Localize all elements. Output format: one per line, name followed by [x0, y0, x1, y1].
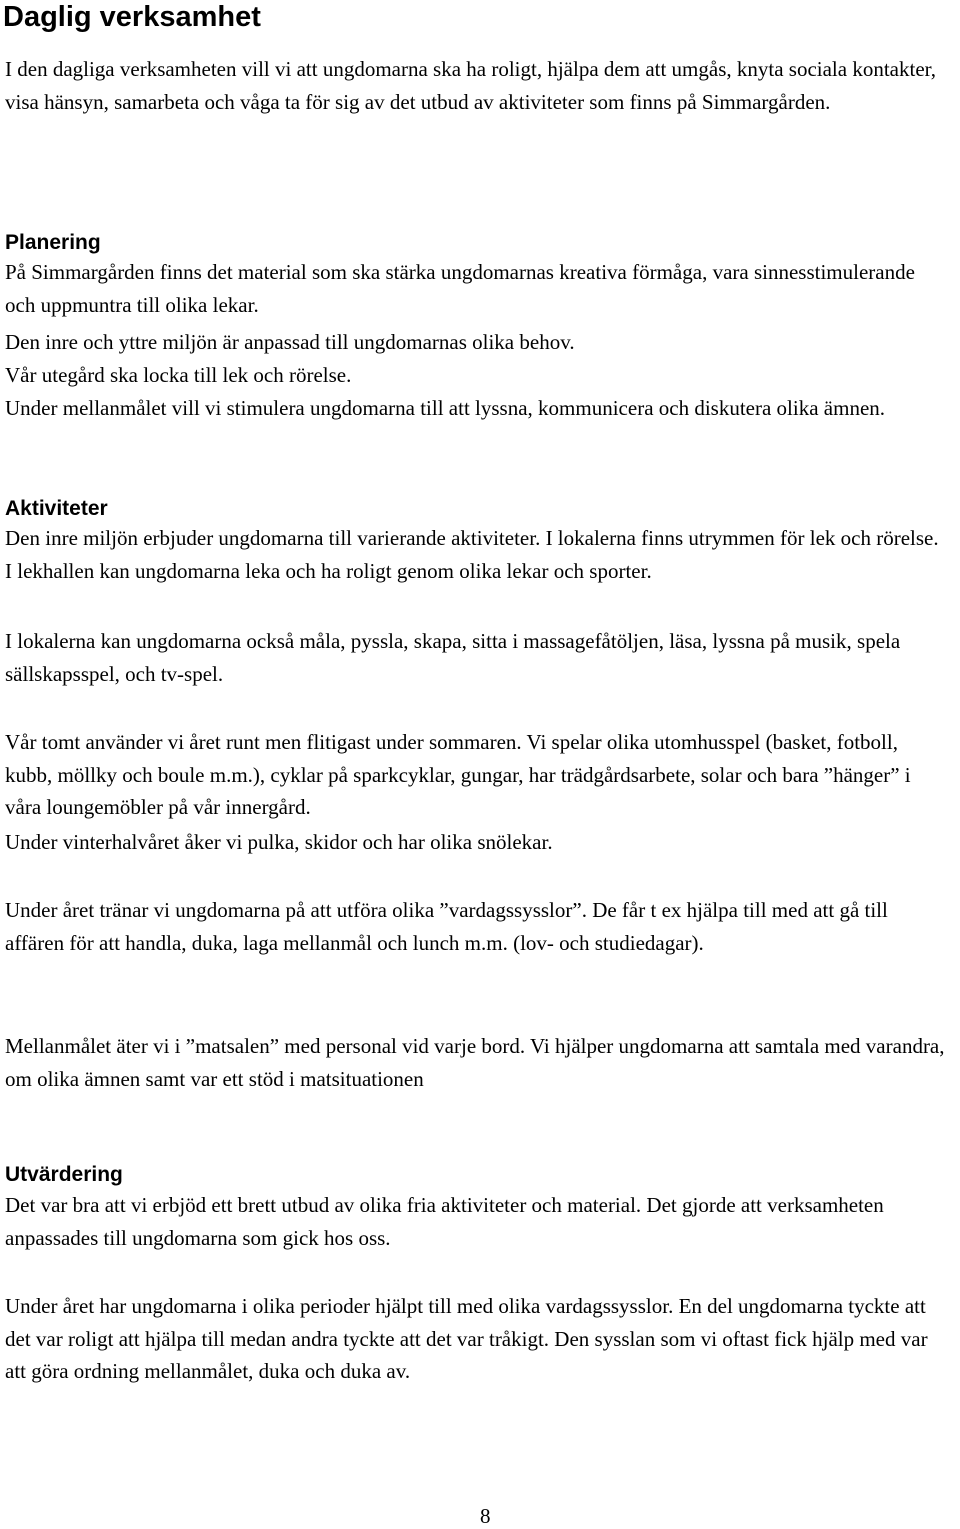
utvardering-paragraph-2: Under året har ungdomarna i olika perioder hjälpt till med olika vardagssysslor. En del ungdomarna tyckte att det var roligt att hjälpa till medan andra tyckte att det var tråkigt. Den sysslan som vi oftast fick hjälp med var att göra ordning mellanmålet, duka och duka av. — [5, 1294, 928, 1384]
planering-paragraph-1: På Simmargården finns det material som ska stärka ungdomarnas kreativa förmåga, vara sinnesstimulerande och uppmuntra till olika lekar. — [5, 260, 915, 317]
heading-aktiviteter: Aktiviteter — [5, 497, 108, 520]
intro-paragraph: I den dagliga verksamheten vill vi att ungdomarna ska ha roligt, hjälpa dem att umgås, knyta sociala kontakter, visa hänsyn, samarbeta och våga ta för sig av det utbud av aktiviteter som finns på Simmargården. — [5, 57, 937, 114]
page-number: 8 — [480, 1504, 491, 1528]
planering-paragraph-3: Vår utegård ska locka till lek och rörelse. — [5, 363, 352, 387]
page-title: Daglig verksamhet — [3, 1, 261, 33]
planering-paragraph-4: Under mellanmålet vill vi stimulera ungdomarna till att lyssna, kommunicera och diskutera olika ämnen. — [5, 396, 886, 420]
aktiviteter-paragraph-4: Under vinterhalvåret åker vi pulka, skidor och har olika snölekar. — [5, 830, 553, 854]
planering-paragraph-2: Den inre och yttre miljön är anpassad till ungdomarnas olika behov. — [5, 330, 575, 354]
aktiviteter-paragraph-1: Den inre miljön erbjuder ungdomarna till varierande aktiviteter. I lokalerna finns utrymmen för lek och rörelse. I lekhallen kan ungdomarna leka och ha roligt genom olika lekar och sporter. — [5, 526, 939, 583]
heading-planering: Planering — [5, 231, 101, 254]
heading-utvardering: Utvärdering — [5, 1163, 123, 1186]
aktiviteter-paragraph-3: Vår tomt använder vi året runt men flitigast under sommaren. Vi spelar olika utomhusspel (basket, fotboll, kubb, möllky och boule m.m.), cyklar på sparkcyklar, gungar, har trädgårdsarbete, solar och bara ”hänger” i våra loungemöbler på vår innergård. — [5, 730, 911, 820]
aktiviteter-paragraph-6: Mellanmålet äter vi i ”matsalen” med personal vid varje bord. Vi hjälper ungdomarna att samtala med varandra, om olika ämnen samt var ett stöd i matsituationen — [5, 1034, 945, 1091]
aktiviteter-paragraph-2: I lokalerna kan ungdomarna också måla, pyssla, skapa, sitta i massagefåtöljen, läsa, lyssna på musik, spela sällskapsspel, och tv-spel. — [5, 629, 901, 686]
utvardering-paragraph-1: Det var bra att vi erbjöd ett brett utbud av olika fria aktiviteter och material. Det gjorde att verksamheten anpassades till ungdomarna som gick hos oss. — [5, 1193, 884, 1250]
aktiviteter-paragraph-5: Under året tränar vi ungdomarna på att utföra olika ”vardagssysslor”. De får t ex hjälpa till med att gå till affären för att handla, duka, laga mellanmål och lunch m.m. (lov- och studiedagar). — [5, 898, 888, 955]
